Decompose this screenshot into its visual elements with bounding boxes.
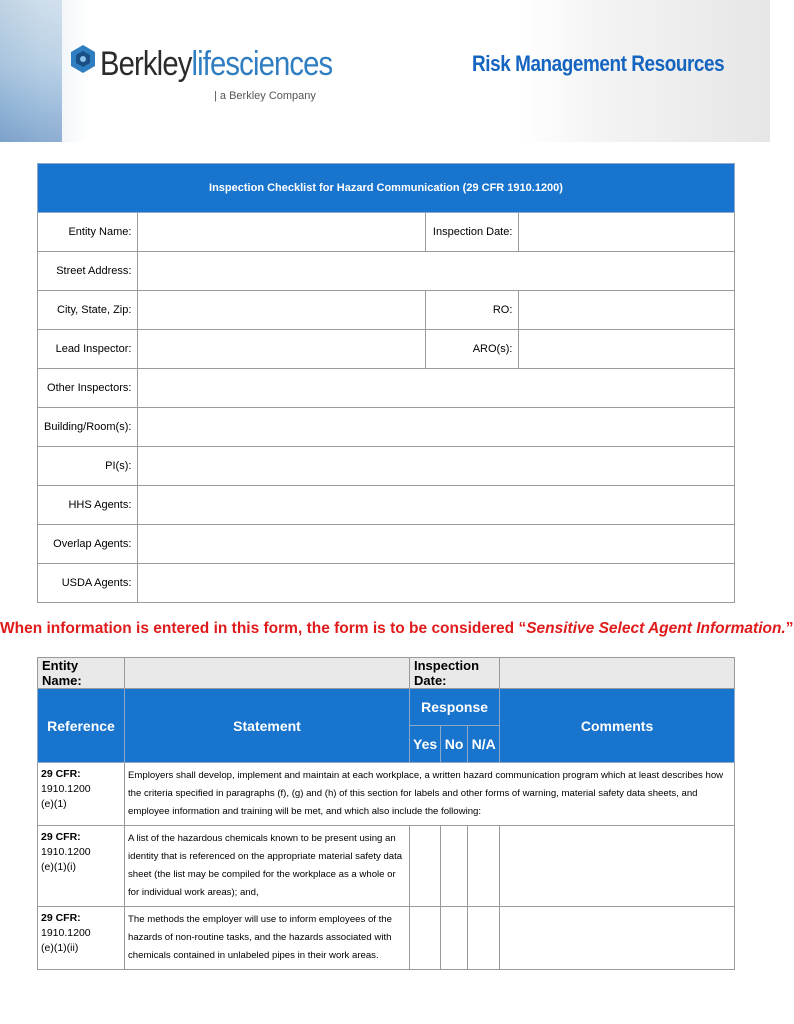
other-inspectors-label: Other Inspectors: bbox=[38, 369, 138, 408]
comments-header: Comments bbox=[500, 689, 735, 763]
usda-agents-field[interactable] bbox=[138, 564, 735, 603]
reference-paragraph: (e)(1) bbox=[41, 798, 67, 810]
city-state-zip-field[interactable] bbox=[138, 291, 426, 330]
overlap-agents-field[interactable] bbox=[138, 525, 735, 564]
lead-inspector-field[interactable] bbox=[138, 330, 426, 369]
company-logo bbox=[100, 46, 332, 82]
response-header: Response bbox=[410, 689, 500, 726]
reference-prefix: 29 CFR: bbox=[41, 768, 81, 780]
usda-agents-label: USDA Agents: bbox=[38, 564, 138, 603]
entity-name-field[interactable] bbox=[138, 213, 426, 252]
checklist-entity-name-field[interactable] bbox=[125, 658, 410, 689]
sensitive-info-warning bbox=[0, 620, 794, 638]
na-checkbox[interactable] bbox=[468, 907, 500, 970]
building-rooms-field[interactable] bbox=[138, 408, 735, 447]
warning-prefix: When information is entered in this form, the form is to be considered “ bbox=[0, 620, 527, 637]
reference-cell bbox=[38, 763, 125, 826]
reference-paragraph: (e)(1)(ii) bbox=[41, 942, 79, 954]
reference-paragraph: (e)(1)(i) bbox=[41, 861, 76, 873]
aros-field[interactable] bbox=[519, 330, 735, 369]
comments-field[interactable] bbox=[500, 907, 735, 970]
no-header: No bbox=[441, 726, 468, 763]
pis-field[interactable] bbox=[138, 447, 735, 486]
reference-prefix: 29 CFR: bbox=[41, 831, 81, 843]
lab-flask-image bbox=[0, 0, 62, 142]
na-checkbox[interactable] bbox=[468, 826, 500, 907]
aros-label: ARO(s): bbox=[426, 330, 519, 369]
inspection-info-table bbox=[37, 163, 735, 603]
yes-header: Yes bbox=[410, 726, 441, 763]
reference-cell bbox=[38, 826, 125, 907]
ro-label: RO: bbox=[426, 291, 519, 330]
inspection-date-label: Inspection Date: bbox=[426, 213, 519, 252]
pis-label: PI(s): bbox=[38, 447, 138, 486]
no-checkbox[interactable] bbox=[441, 826, 468, 907]
reference-cell bbox=[38, 907, 125, 970]
ro-field[interactable] bbox=[519, 291, 735, 330]
statement-cell: A list of the hazardous chemicals known to be present using an identity that is referenced on the appropriate material safety data sheet (the list may be compiled for the workplace as a whole or for individual work areas); and, bbox=[125, 826, 410, 907]
city-state-zip-label: City, State, Zip: bbox=[38, 291, 138, 330]
reference-header: Reference bbox=[38, 689, 125, 763]
reference-prefix: 29 CFR: bbox=[41, 912, 81, 924]
reference-code: 1910.1200 bbox=[41, 927, 91, 939]
header-banner bbox=[0, 0, 770, 142]
hexagon-logo-icon bbox=[70, 44, 96, 74]
reference-code: 1910.1200 bbox=[41, 783, 91, 795]
lead-inspector-label: Lead Inspector: bbox=[38, 330, 138, 369]
statement-cell: Employers shall develop, implement and maintain at each workplace, a written hazard communication program which at least describes how the criteria specified in paragraphs (f), (g) and (h) of this section for labels and other forms of warning, material safety data sheets, and employee information and training will be met, and which also include the following: bbox=[125, 763, 735, 826]
overlap-agents-label: Overlap Agents: bbox=[38, 525, 138, 564]
comments-field[interactable] bbox=[500, 826, 735, 907]
street-address-field[interactable] bbox=[138, 252, 735, 291]
checklist-inspection-date-label: Inspection Date: bbox=[410, 658, 500, 689]
na-header: N/A bbox=[468, 726, 500, 763]
checklist-table bbox=[37, 657, 735, 970]
hhs-agents-label: HHS Agents: bbox=[38, 486, 138, 525]
section-title: Risk Management Resources bbox=[471, 51, 724, 76]
other-inspectors-field[interactable] bbox=[138, 369, 735, 408]
entity-name-label: Entity Name: bbox=[38, 213, 138, 252]
warning-emphasis: Sensitive Select Agent Information. bbox=[526, 620, 786, 637]
checklist-entity-name-label: Entity Name: bbox=[38, 658, 125, 689]
reference-code: 1910.1200 bbox=[41, 846, 91, 858]
yes-checkbox[interactable] bbox=[410, 907, 441, 970]
hhs-agents-field[interactable] bbox=[138, 486, 735, 525]
checklist-inspection-date-field[interactable] bbox=[500, 658, 735, 689]
building-rooms-label: Building/Room(s): bbox=[38, 408, 138, 447]
inspection-date-field[interactable] bbox=[519, 213, 735, 252]
logo-accent: lifesciences bbox=[191, 45, 333, 83]
statement-cell: The methods the employer will use to inform employees of the hazards of non-routine tasks, and the hazards associated with chemicals contained in unlabeled pipes in their work areas. bbox=[125, 907, 410, 970]
yes-checkbox[interactable] bbox=[410, 826, 441, 907]
no-checkbox[interactable] bbox=[441, 907, 468, 970]
warning-suffix: ” bbox=[785, 620, 794, 637]
form-title: Inspection Checklist for Hazard Communication (29 CFR 1910.1200) bbox=[38, 164, 735, 213]
street-address-label: Street Address: bbox=[38, 252, 138, 291]
logo-main: Berkley bbox=[100, 45, 192, 83]
statement-header: Statement bbox=[125, 689, 410, 763]
logo-subtitle: | a Berkley Company bbox=[214, 90, 316, 102]
